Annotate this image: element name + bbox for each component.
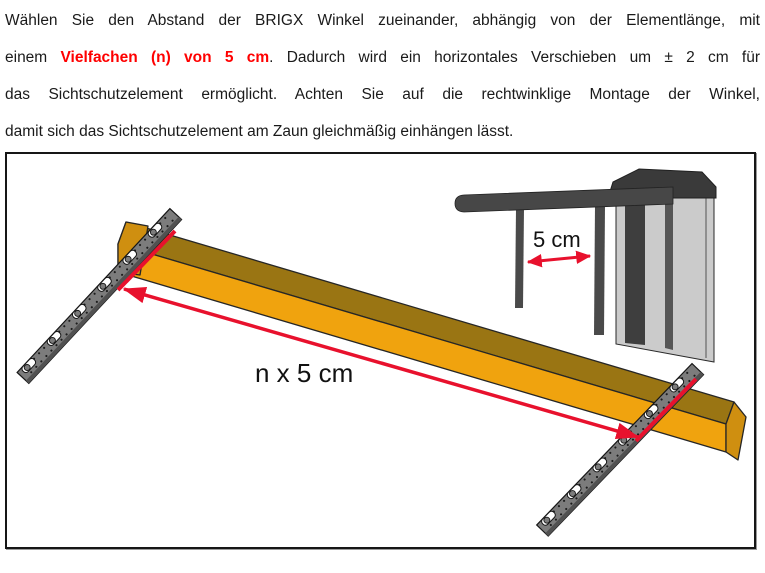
paragraph-line-2-pre: einem	[5, 49, 61, 66]
fence-post-dark-stripe	[625, 198, 645, 345]
span-label: n x 5 cm	[255, 358, 354, 388]
fence-post-panel-line	[665, 197, 673, 350]
hanger-post-left	[515, 208, 524, 308]
instruction-paragraph	[5, 0, 760, 150]
hanger-post-right	[594, 205, 605, 335]
figure-frame	[5, 152, 756, 549]
paragraph-line-3: das Sichtschutzelement ermöglicht. Achten Sie auf die rechtwinklige Montage der Winkel,	[5, 86, 760, 103]
gap-arrow	[528, 256, 590, 262]
paragraph-line-2	[5, 39, 760, 76]
mounting-illustration	[7, 154, 758, 551]
paragraph-line-1: Wählen Sie den Abstand der BRIGX Winkel zueinander, abhängig von der Elementlänge, mit	[5, 12, 760, 29]
paragraph-line-4: damit sich das Sichtschutzelement am Zaun gleichmäßig einhängen lässt.	[5, 123, 514, 140]
gap-label: 5 cm	[533, 227, 581, 252]
paragraph-line-2-post: . Dadurch wird ein horizontales Verschieben um ± 2 cm für	[269, 49, 760, 66]
highlight-multiple-of-5cm: Vielfachen (n) von 5 cm	[60, 49, 270, 66]
bracket-left	[17, 209, 181, 384]
